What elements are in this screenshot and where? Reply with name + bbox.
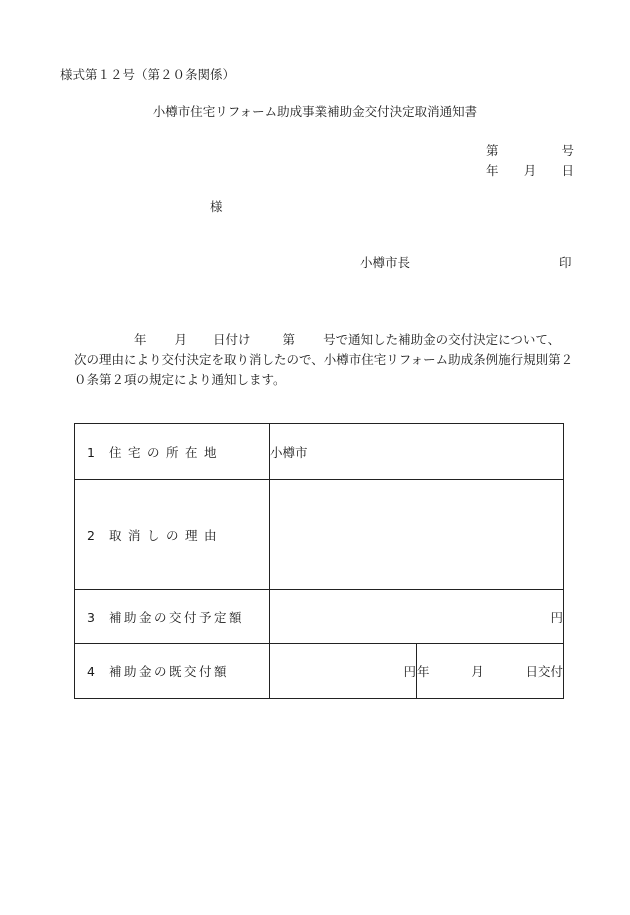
planned-amount-value: 円 [270,590,564,644]
body-year: 年 [134,332,147,347]
doc-number-suffix: 号 [561,143,574,158]
table-row [75,480,564,590]
doc-number-prefix: 第 [486,143,499,158]
paid-year: 年 [417,664,430,679]
row-label: 2 取消しの理由 [75,480,270,590]
date-day: 日 [561,163,574,178]
notice-body [74,330,576,390]
detail-table [74,423,564,699]
table-row [75,424,564,480]
address-value: 小樽市 [270,424,564,480]
reason-value [270,480,564,590]
date-year: 年 [486,163,499,178]
body-day: 日付け [213,332,251,347]
document-number [486,145,574,158]
body-month: 月 [174,332,188,347]
paid-date-value [417,644,564,699]
paid-month: 月 [471,664,484,679]
paid-amount-value: 円 [270,644,417,699]
row-label: 3 補助金の交付予定額 [75,590,270,644]
addressee-honorific: 様 [210,199,223,214]
seal-mark: 印 [559,255,572,270]
body-line-1-rest: 号で通知した補助金の交付決定について、 [323,332,561,347]
body-number-prefix: 第 [282,332,296,347]
row-label: 1 住宅の所在地 [75,424,270,480]
date-month: 月 [523,163,537,178]
body-line-2: 次の理由により交付決定を取り消したので、小樽市住宅リフォーム助成条例施行規則第２ [74,352,574,367]
sender-title: 小樽市長 [360,255,411,270]
table-row [75,644,564,699]
document-title: 小樽市住宅リフォーム助成事業補助金交付決定取消通知書 [152,104,478,119]
table-row [75,590,564,644]
form-number: 様式第１２号（第２０条関係） [60,67,236,82]
row-label: 4 補助金の既交付額 [75,644,270,699]
body-line-1 [74,330,576,350]
body-line-3: ０条第２項の規定により通知します。 [74,372,286,387]
document-date [486,165,574,178]
paid-day: 日交付 [525,664,563,679]
